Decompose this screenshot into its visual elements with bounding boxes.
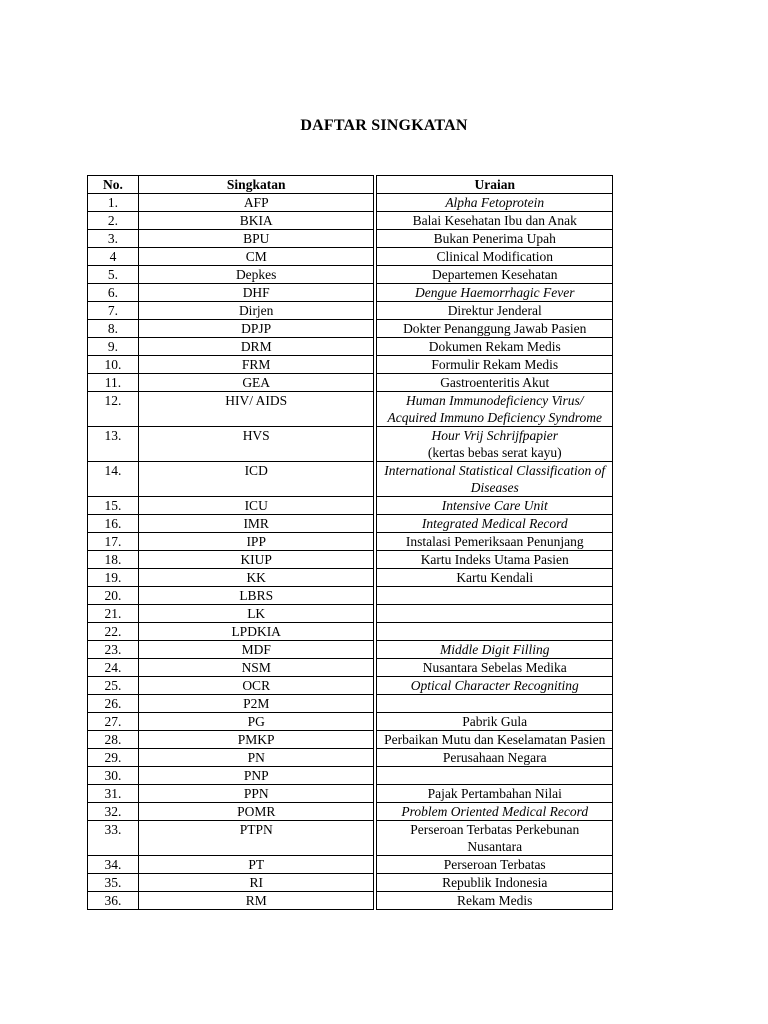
uraian-text: Republik Indonesia xyxy=(442,875,548,890)
uraian-text: Problem Oriented Medical Record xyxy=(401,804,589,819)
row-number: 29. xyxy=(87,748,139,767)
table-row xyxy=(87,211,613,229)
row-uraian xyxy=(376,694,613,713)
table-row xyxy=(87,391,613,426)
row-singkatan: FRM xyxy=(138,355,375,374)
table-row xyxy=(87,712,613,730)
table-body xyxy=(87,193,613,909)
row-singkatan: MDF xyxy=(138,640,375,659)
row-number: 1. xyxy=(87,193,139,212)
row-singkatan: PN xyxy=(138,748,375,767)
table-row xyxy=(87,873,613,891)
table-row xyxy=(87,514,613,532)
row-uraian xyxy=(376,373,613,392)
uraian-text: Clinical Modification xyxy=(436,249,554,264)
row-uraian xyxy=(376,247,613,266)
row-singkatan: PNP xyxy=(138,766,375,785)
row-uraian xyxy=(376,891,613,910)
row-uraian xyxy=(376,283,613,302)
row-number: 14. xyxy=(87,461,139,497)
uraian-text xyxy=(381,695,608,712)
row-number: 24. xyxy=(87,658,139,677)
abbreviation-table xyxy=(87,175,613,909)
uraian-text xyxy=(381,767,608,784)
row-singkatan: PTPN xyxy=(138,820,375,856)
uraian-text: Kartu Kendali xyxy=(456,570,534,585)
uraian-text: Pabrik Gula xyxy=(462,714,528,729)
row-uraian xyxy=(376,730,613,749)
uraian-text: Dengue Haemorrhagic Fever xyxy=(415,285,575,300)
row-number: 6. xyxy=(87,283,139,302)
page-title: DAFTAR SINGKATAN xyxy=(300,117,468,134)
uraian-note: (kertas bebas serat kayu) xyxy=(427,445,562,460)
uraian-text: Human Immunodeficiency Virus/ Acquired Immuno Deficiency Syndrome xyxy=(387,393,603,425)
uraian-text: Pajak Pertambahan Nilai xyxy=(427,786,562,801)
row-singkatan: BKIA xyxy=(138,211,375,230)
row-uraian xyxy=(376,640,613,659)
row-singkatan: LK xyxy=(138,604,375,623)
row-uraian xyxy=(376,802,613,821)
table-row xyxy=(87,247,613,265)
row-number: 27. xyxy=(87,712,139,731)
row-number: 2. xyxy=(87,211,139,230)
row-uraian xyxy=(376,337,613,356)
row-uraian xyxy=(376,855,613,874)
row-uraian xyxy=(376,604,613,623)
table-row xyxy=(87,820,613,855)
row-singkatan: RM xyxy=(138,891,375,910)
row-uraian xyxy=(376,568,613,587)
row-uraian xyxy=(376,426,613,462)
row-number: 16. xyxy=(87,514,139,533)
row-uraian xyxy=(376,301,613,320)
row-number: 35. xyxy=(87,873,139,892)
row-singkatan: AFP xyxy=(138,193,375,212)
row-singkatan: Dirjen xyxy=(138,301,375,320)
row-singkatan: Depkes xyxy=(138,265,375,284)
row-singkatan: P2M xyxy=(138,694,375,713)
row-uraian xyxy=(376,784,613,803)
row-number: 18. xyxy=(87,550,139,569)
uraian-text: Intensive Care Unit xyxy=(441,498,548,513)
uraian-text: Balai Kesehatan Ibu dan Anak xyxy=(412,213,577,228)
row-number: 25. xyxy=(87,676,139,695)
uraian-text: Instalasi Pemeriksaan Penunjang xyxy=(405,534,584,549)
row-number: 12. xyxy=(87,391,139,427)
table-row xyxy=(87,694,613,712)
uraian-text: Nusantara Sebelas Medika xyxy=(422,660,567,675)
uraian-text: Departemen Kesehatan xyxy=(431,267,558,282)
table-row xyxy=(87,355,613,373)
row-singkatan: POMR xyxy=(138,802,375,821)
uraian-text: Formulir Rekam Medis xyxy=(431,357,559,372)
uraian-text: Gastroenteritis Akut xyxy=(440,375,550,390)
table-row xyxy=(87,802,613,820)
table-row xyxy=(87,496,613,514)
table-row xyxy=(87,730,613,748)
uraian-text: Perbaikan Mutu dan Keselamatan Pasien xyxy=(384,732,606,747)
table-row xyxy=(87,891,613,909)
row-singkatan: LPDKIA xyxy=(138,622,375,641)
row-uraian xyxy=(376,532,613,551)
table-header-row xyxy=(87,175,613,193)
uraian-text: Perseroan Terbatas Perkebunan Nusantara xyxy=(410,822,580,854)
uraian-text: Dokumen Rekam Medis xyxy=(428,339,561,354)
row-singkatan: OCR xyxy=(138,676,375,695)
row-singkatan: PMKP xyxy=(138,730,375,749)
row-singkatan: DRM xyxy=(138,337,375,356)
header-no: No. xyxy=(87,175,139,194)
row-singkatan: DPJP xyxy=(138,319,375,338)
row-singkatan: IPP xyxy=(138,532,375,551)
row-uraian xyxy=(376,550,613,569)
uraian-text: Bukan Penerima Upah xyxy=(433,231,556,246)
row-number: 22. xyxy=(87,622,139,641)
row-singkatan: RI xyxy=(138,873,375,892)
table-row xyxy=(87,550,613,568)
row-number: 26. xyxy=(87,694,139,713)
uraian-text: International Statistical Classification of Diseases xyxy=(384,463,606,495)
row-number: 33. xyxy=(87,820,139,856)
row-number: 4 xyxy=(87,247,139,266)
table-row xyxy=(87,766,613,784)
uraian-text: Integrated Medical Record xyxy=(421,516,568,531)
row-singkatan: GEA xyxy=(138,373,375,392)
table-row xyxy=(87,604,613,622)
row-number: 32. xyxy=(87,802,139,821)
row-number: 5. xyxy=(87,265,139,284)
row-uraian xyxy=(376,496,613,515)
row-number: 8. xyxy=(87,319,139,338)
row-singkatan: DHF xyxy=(138,283,375,302)
table-row xyxy=(87,622,613,640)
table-row xyxy=(87,748,613,766)
row-uraian xyxy=(376,766,613,785)
row-uraian xyxy=(376,391,613,427)
table-row xyxy=(87,855,613,873)
table-row xyxy=(87,301,613,319)
row-uraian xyxy=(376,193,613,212)
row-uraian xyxy=(376,748,613,767)
table-row xyxy=(87,568,613,586)
row-singkatan: ICD xyxy=(138,461,375,497)
row-number: 30. xyxy=(87,766,139,785)
row-singkatan: NSM xyxy=(138,658,375,677)
table-row xyxy=(87,640,613,658)
row-uraian xyxy=(376,355,613,374)
uraian-text: Perusahaan Negara xyxy=(442,750,547,765)
row-singkatan: IMR xyxy=(138,514,375,533)
row-uraian xyxy=(376,712,613,731)
row-number: 9. xyxy=(87,337,139,356)
uraian-text xyxy=(381,587,608,604)
table-row xyxy=(87,586,613,604)
table-row xyxy=(87,658,613,676)
uraian-text: Rekam Medis xyxy=(457,893,533,908)
row-number: 3. xyxy=(87,229,139,248)
row-singkatan: LBRS xyxy=(138,586,375,605)
row-singkatan: KIUP xyxy=(138,550,375,569)
row-uraian xyxy=(376,658,613,677)
row-number: 36. xyxy=(87,891,139,910)
table-row xyxy=(87,676,613,694)
row-number: 11. xyxy=(87,373,139,392)
row-number: 7. xyxy=(87,301,139,320)
uraian-text xyxy=(381,623,608,640)
row-number: 21. xyxy=(87,604,139,623)
row-singkatan: PG xyxy=(138,712,375,731)
row-uraian xyxy=(376,319,613,338)
uraian-text: Middle Digit Filling xyxy=(439,642,550,657)
row-singkatan: HVS xyxy=(138,426,375,462)
uraian-text: Perseroan Terbatas xyxy=(443,857,546,872)
row-uraian xyxy=(376,229,613,248)
row-uraian xyxy=(376,514,613,533)
table-row xyxy=(87,532,613,550)
row-number: 34. xyxy=(87,855,139,874)
row-uraian xyxy=(376,211,613,230)
row-singkatan: PPN xyxy=(138,784,375,803)
row-number: 31. xyxy=(87,784,139,803)
row-number: 28. xyxy=(87,730,139,749)
row-singkatan: PT xyxy=(138,855,375,874)
row-number: 15. xyxy=(87,496,139,515)
table-row xyxy=(87,229,613,247)
row-singkatan: BPU xyxy=(138,229,375,248)
uraian-text xyxy=(381,605,608,622)
table-row xyxy=(87,283,613,301)
row-singkatan: HIV/ AIDS xyxy=(138,391,375,427)
table-row xyxy=(87,337,613,355)
row-number: 10. xyxy=(87,355,139,374)
table-row xyxy=(87,265,613,283)
row-singkatan: KK xyxy=(138,568,375,587)
row-uraian xyxy=(376,586,613,605)
row-uraian xyxy=(376,622,613,641)
uraian-text: Optical Character Recogniting xyxy=(410,678,579,693)
row-singkatan: ICU xyxy=(138,496,375,515)
table-row xyxy=(87,461,613,496)
table-row xyxy=(87,426,613,461)
row-uraian xyxy=(376,461,613,497)
table-row xyxy=(87,193,613,211)
uraian-text: Kartu Indeks Utama Pasien xyxy=(420,552,569,567)
header-singkatan: Singkatan xyxy=(138,175,375,194)
uraian-text: Alpha Fetoprotein xyxy=(445,195,545,210)
row-number: 19. xyxy=(87,568,139,587)
row-uraian xyxy=(376,265,613,284)
row-singkatan: CM xyxy=(138,247,375,266)
uraian-text: Hour Vrij Schrijfpapier xyxy=(431,428,558,443)
uraian-text: Direktur Jenderal xyxy=(447,303,542,318)
row-number: 13. xyxy=(87,426,139,462)
row-number: 20. xyxy=(87,586,139,605)
row-uraian xyxy=(376,873,613,892)
row-number: 17. xyxy=(87,532,139,551)
row-uraian xyxy=(376,676,613,695)
row-uraian xyxy=(376,820,613,856)
table-row xyxy=(87,784,613,802)
table-row xyxy=(87,373,613,391)
table-row xyxy=(87,319,613,337)
header-uraian: Uraian xyxy=(376,175,613,194)
row-number: 23. xyxy=(87,640,139,659)
uraian-text: Dokter Penanggung Jawab Pasien xyxy=(403,321,587,336)
